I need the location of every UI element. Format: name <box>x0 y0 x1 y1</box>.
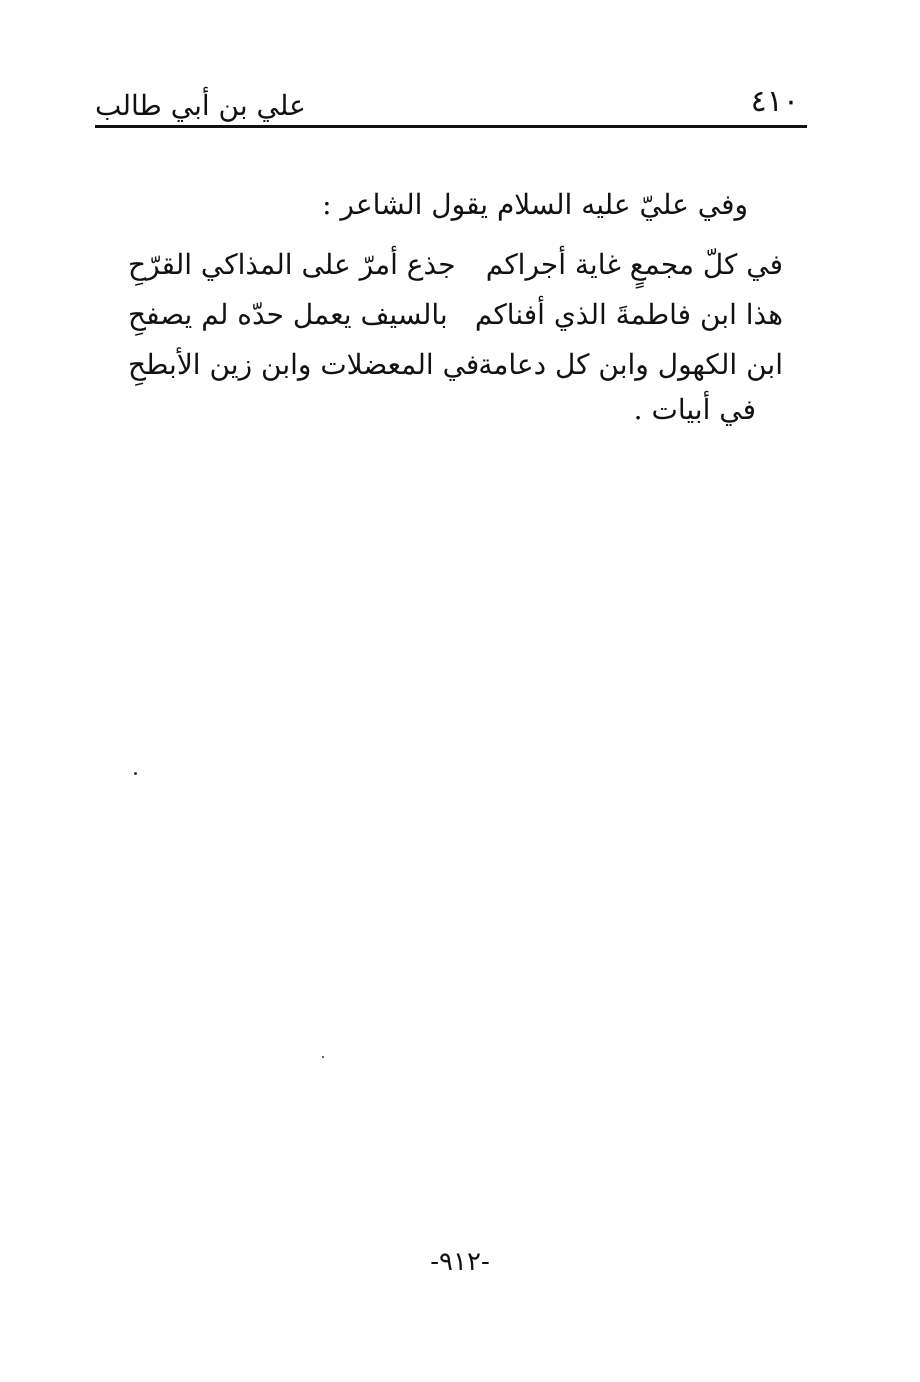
verse-first-hemistich: ابن الكهول وابن كل دعامة <box>478 348 783 381</box>
verse-first-hemistich: في كلّ مجمعٍ غاية أجراكم <box>485 248 783 281</box>
header-page-number: ٤١٠ <box>750 84 799 119</box>
verse-first-hemistich: هذا ابن فاطمةَ الذي أفناكم <box>474 298 783 331</box>
verse <box>128 290 783 340</box>
verse-second-hemistich: جذع أمرّ على المذاكي القرّحِ <box>128 248 456 281</box>
intro-line: وفي عليّ عليه السلام يقول الشاعر : <box>322 188 748 221</box>
verse-second-hemistich: في المعضلات وابن زين الأبطحِ <box>128 348 480 381</box>
poem <box>128 240 783 390</box>
verse <box>128 240 783 290</box>
scan-speck <box>134 772 137 775</box>
header-title: علي بن أبي طالب <box>95 89 306 122</box>
verse <box>128 340 783 390</box>
footer-page-number: -٩١٢- <box>430 1247 490 1277</box>
scan-speck <box>322 1056 324 1058</box>
running-header <box>95 84 807 128</box>
header-rule <box>95 125 807 128</box>
closing-line: في أبيات . <box>633 393 756 426</box>
verse-second-hemistich: بالسيف يعمل حدّه لم يصفحِ <box>128 298 448 331</box>
